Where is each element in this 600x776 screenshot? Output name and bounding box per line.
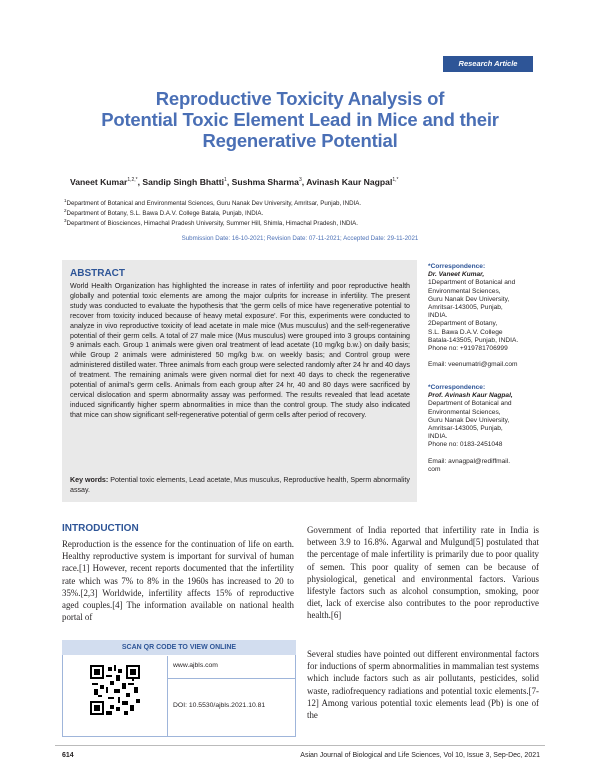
correspondence-line: Environmental Sciences, [428, 287, 501, 295]
correspondence-line: Department of Botanical and [428, 400, 512, 408]
author-list: Vaneet Kumar$^{1,2,*}$, Sandip Singh Bhatti$^1$, Sushma Sharma$^3$, Avinash Kaur Nagpal$^{1,*}$ [70, 177, 399, 187]
footer-divider [55, 745, 545, 746]
affiliation-text: Department of Botanical and Environmental Sciences, Guru Nanak Dev University, Amritsar, Punjab, INDIA. [66, 200, 362, 208]
paper-title [60, 88, 540, 151]
journal-url-link[interactable]: www.ajbls.com [173, 662, 218, 669]
qr-divider [167, 656, 168, 736]
qr-heading: SCAN QR CODE TO VIEW ONLINE [62, 640, 296, 655]
intro-column-2-part-1: Government of India reported that infertility rate in India is between 3.9 to 16.8%. Agarwal and Mulgund[5] postulated that the percentage of male infertility is primarily due to poor quality of semen. This poor quality of semen can be because of physiological, genetical and environmental factors. Various lifestyle factors such as alcohol consumption, smoking, poor diet, lack of exercise also contributes to the poor reproductive health.[6] [307, 525, 539, 621]
correspondence-block-2 [428, 384, 548, 474]
keywords [70, 476, 410, 496]
abstract-heading: ABSTRACT [70, 268, 125, 279]
affiliation-text: Department of Biosciences, Himachal Pradesh University, Summer Hill, Shimla, Himachal Pradesh, INDIA. [66, 220, 359, 228]
title-line: Potential Toxic Element Lead in Mice and their [101, 109, 499, 130]
correspondence-name: Dr. Vaneet Kumar, [428, 271, 485, 279]
qr-code-icon[interactable] [90, 665, 140, 715]
correspondence-email[interactable]: Email: veenumatri@gmail.com [428, 361, 518, 369]
correspondence-line: Amritsar-143005, Punjab, [428, 304, 503, 312]
intro-column-2-part-2: Several studies have pointed out different environmental factors for inductions of sperm abnormalities in mammalian test systems which include factors such as air pollutants, pesticides, solid waste, radiofrequency radiations and potential toxic elements.[7-12] Among various potential toxic elements lead (Pb) is one of the [307, 649, 539, 721]
correspondence-line: Phone no: 0183-2451048 [428, 441, 503, 449]
author-sup: 1 [224, 177, 227, 184]
affiliation-sup: 2 [64, 208, 67, 213]
keywords-label: Key words: [70, 476, 109, 484]
correspondence-line: Guru Nanak Dev University, [428, 416, 510, 424]
correspondence-line: Batala-143505, Punjab, INDIA. [428, 336, 519, 344]
keywords-text: Potential toxic elements, Lead acetate, Mus musculus, Reproductive health, Sperm abnormality assay. [70, 476, 410, 494]
affiliation-sup: 3 [64, 218, 67, 223]
correspondence-line: Amritsar-143005, Punjab, [428, 425, 503, 433]
affiliation-text: Department of Botany, S.L. Bawa D.A.V. College Batala, Punjab, INDIA. [66, 210, 264, 218]
correspondence-name: Prof. Avinash Kaur Nagpal, [428, 392, 513, 400]
correspondence-line: 2Department of Botany, [428, 320, 498, 328]
title-line: Regenerative Potential [202, 130, 398, 151]
qr-divider [167, 678, 295, 679]
author-sup: 3 [298, 177, 302, 184]
author-name: Vaneet Kumar [70, 177, 128, 187]
intro-column-1: Reproduction is the essence for the continuation of life on earth. Healthy reproductive system is important for survival of human race.[1] However, recent reports documented that the infertility rate which was 7% to 8% in the 1960s has increased to 20 to 35%.[2,3] Worldwide, infertility affects 15% of reproductive aged couples.[4] The information available on national health portal of [62, 539, 294, 623]
affiliation-sup: 1 [64, 198, 67, 203]
correspondence-email-cont: com [428, 465, 441, 473]
journal-citation: Asian Journal of Biological and Life Sciences, Vol 10, Issue 3, Sep-Dec, 2021 [300, 752, 540, 759]
author-name: Sushma Sharma [231, 177, 299, 187]
affiliation [64, 216, 358, 229]
correspondence-block-1 [428, 263, 548, 369]
page-number: 614 [62, 752, 74, 759]
correspondence-line: Guru Nanak Dev University, [428, 295, 510, 303]
abstract-text: World Health Organization has highlighted the increase in rates of infertility and poor reproductive health globally and potential toxic elements are among the major culprits for increase in infertility. The present study was conducted to evaluate the hypothesis that 'the germ cells of mice have regenerative potential to recover from toxicity induced because of heavy metal exposure'. For this, experiments were conducted to analyze in vivo reproductive toxicity of lead acetate in male mice (Mus musculus) and the self-regenerative potential of their germ cells. A total of 27 male mice (Mus musculus) were grouped into 3 groups containing 9 animals each. Group 1 animals were given oral treatment of lead acetate (10 mg/kg b.w.) on daily basis; while Group 2 animals were administered 50 mg/kg b.w. on weekly basis; and Control group were administered distilled water. Three animals from each group were selected randomly after 24 hr and 40 days of treatment. The remaining animals were given normal diet for next 40 days to check the regenerative potential of animal's germ cells. Animals from each group after 24 hr, 40 and 80 days were sacrificed by cervical dislocation and sperm abnormality assay was performed. The results revealed that lead acetate induced significantly higher sperm abnormalities in mice than the control group. The study also indicated that mice can show significant self-regenerative potential of germ cells after period of recovery. [70, 282, 410, 419]
correspondence-email[interactable]: Email: avnagpal@rediffmail. [428, 457, 511, 465]
correspondence-line: 1Department of Botanical and [428, 279, 516, 287]
article-type-badge: Research Article [443, 56, 533, 72]
author-name: Avinash Kaur Nagpal [306, 177, 393, 187]
introduction-heading: INTRODUCTION [62, 523, 139, 534]
correspondence-line: Phone no: +919781706999 [428, 345, 508, 353]
title-line: Reproductive Toxicity Analysis of [155, 88, 445, 109]
correspondence-line: S.L. Bawa D.A.V. College [428, 328, 503, 336]
correspondence-line: INDIA. [428, 433, 448, 441]
correspondence-line: Environmental Sciences, [428, 408, 501, 416]
author-sup: 1,2,* [127, 177, 138, 184]
correspondence-heading: *Correspondence: [428, 384, 486, 391]
correspondence-line: INDIA. [428, 312, 448, 320]
submission-dates: Submission Date: 16-10-2021; Revision Date: 07-11-2021; Accepted Date: 29-11-2021 [181, 235, 419, 242]
author-name: Sandip Singh Bhatti [142, 177, 225, 187]
author-sup: 1,* [392, 177, 399, 184]
doi-link[interactable]: DOI: 10.5530/ajbls.2021.10.81 [173, 702, 266, 709]
correspondence-heading: *Correspondence: [428, 263, 486, 270]
